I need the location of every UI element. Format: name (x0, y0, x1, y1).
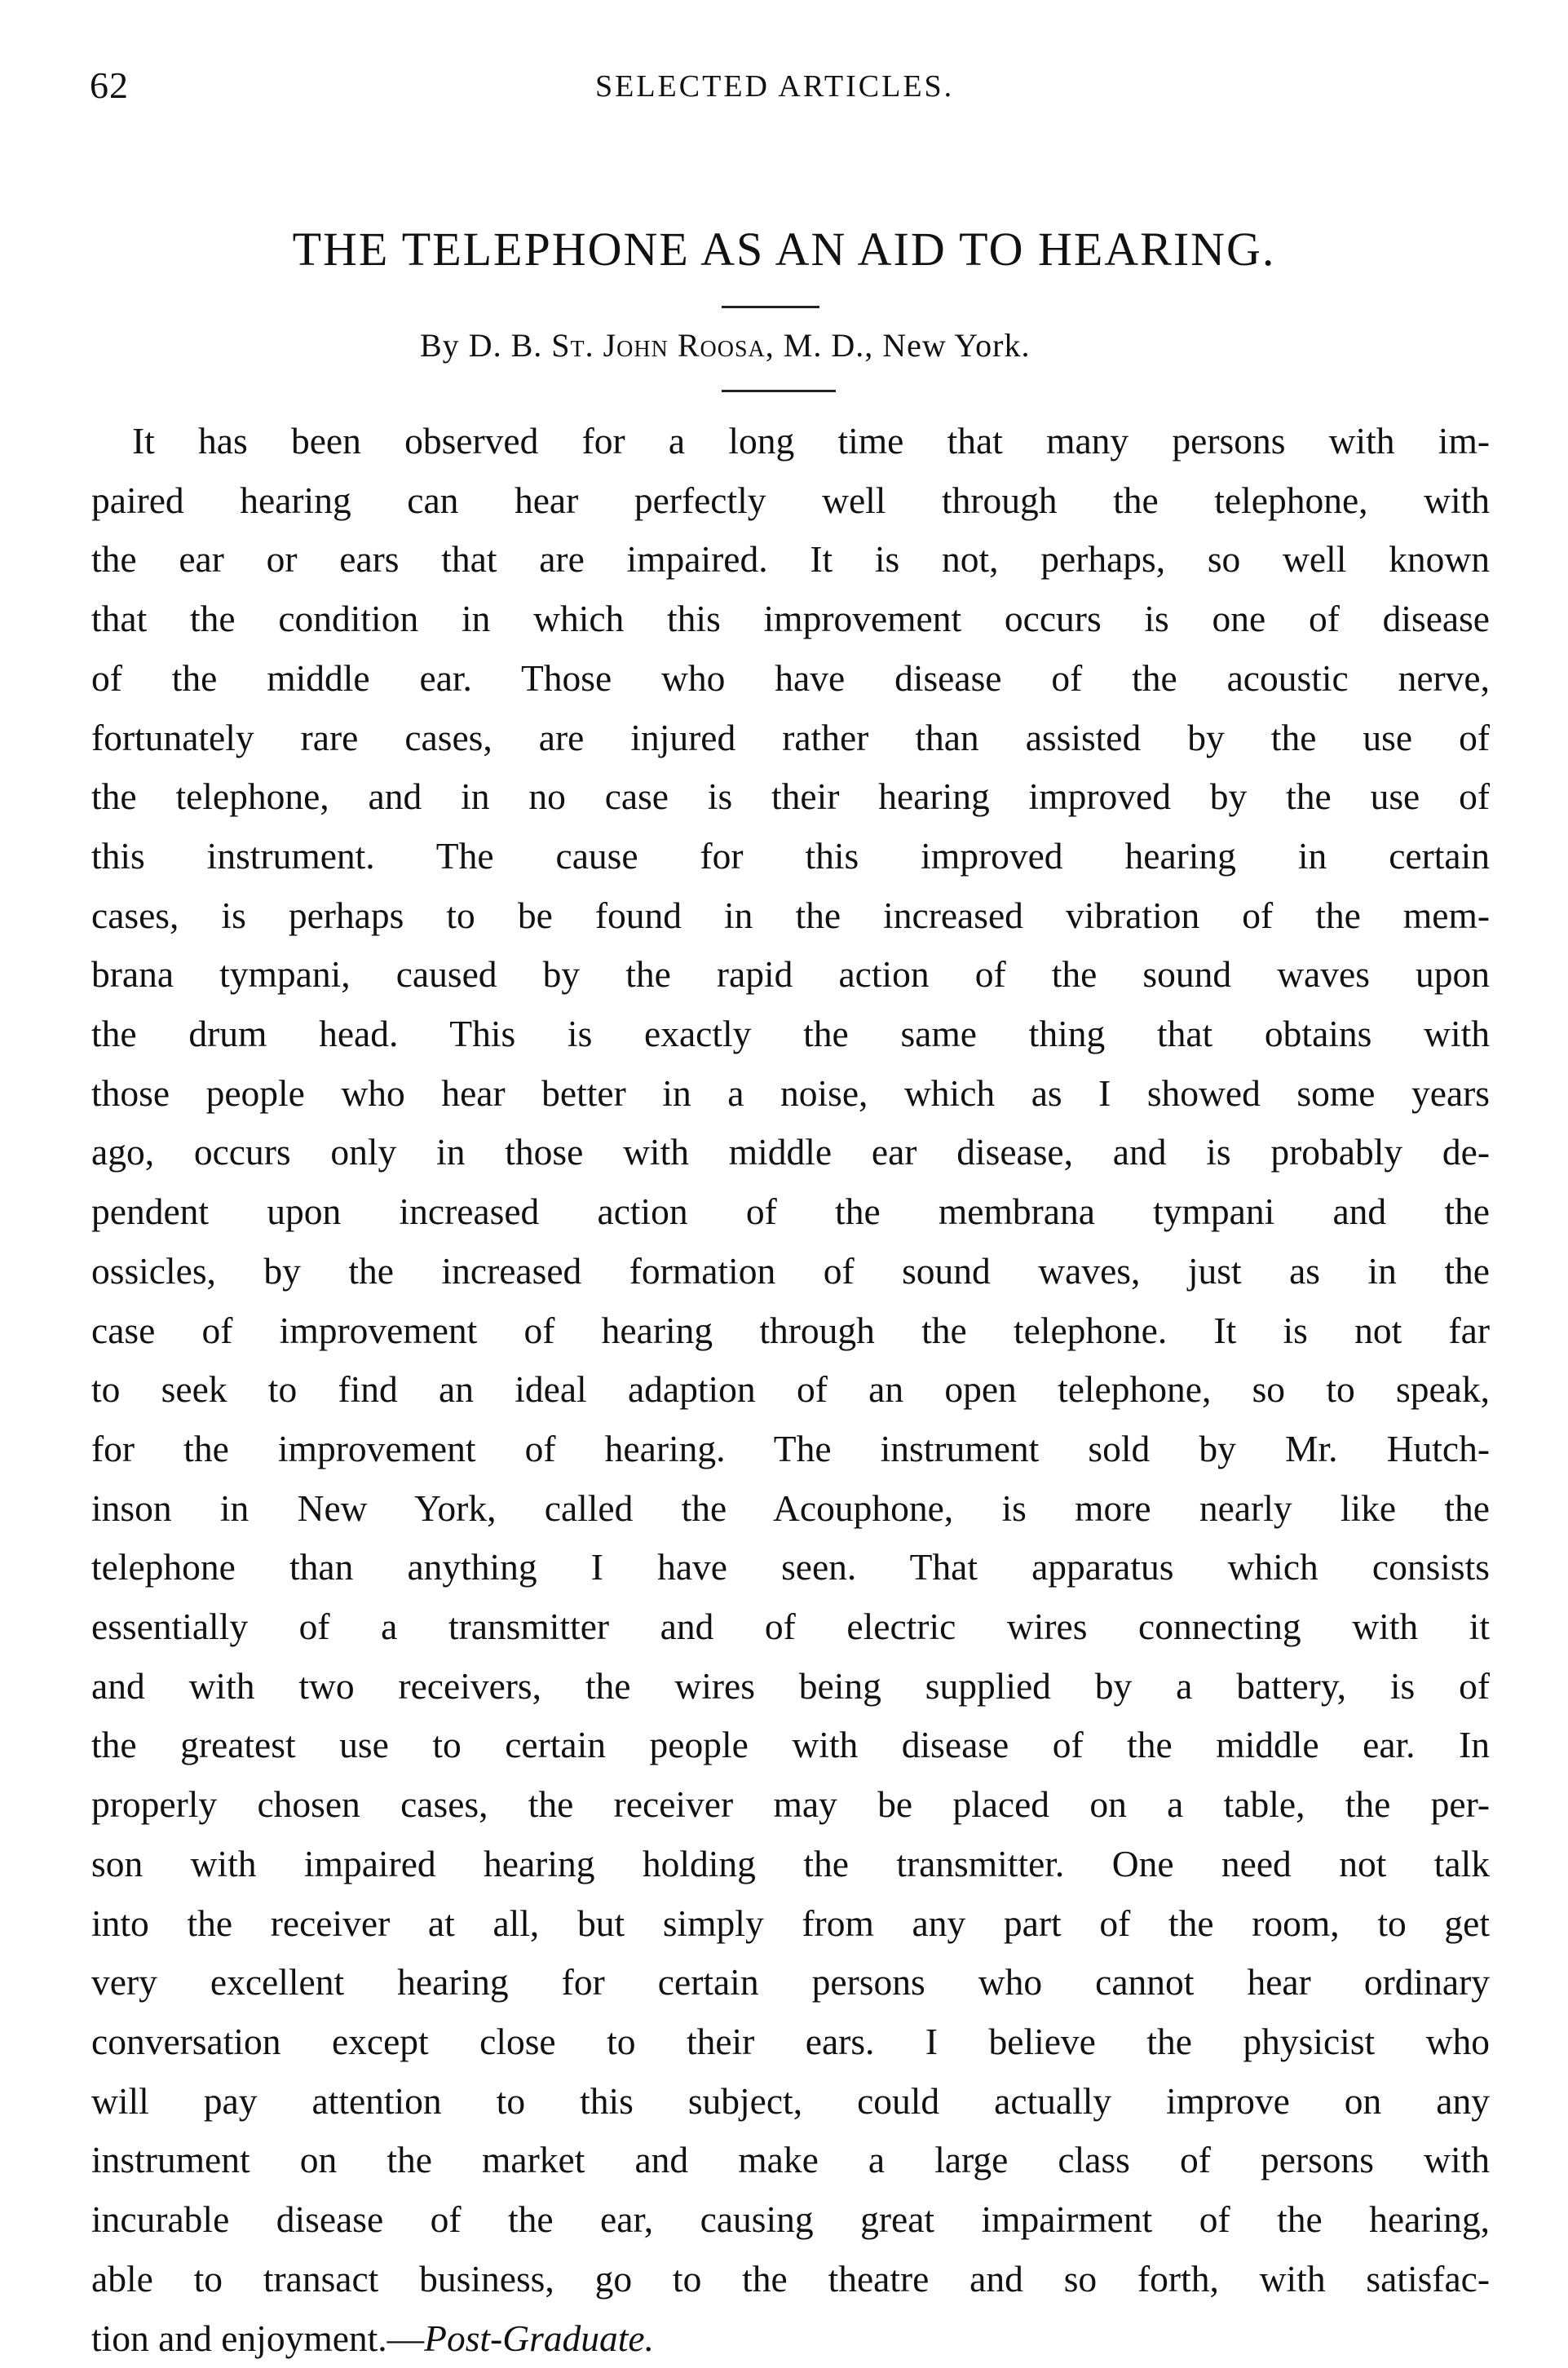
text-line: and with two receivers, the wires being supplied by a battery, is of (91, 1657, 1490, 1716)
text-line: to seek to find an ideal adaption of an open telephone, so to speak, (91, 1360, 1490, 1420)
text-line: instrument on the market and make a large class of persons with (91, 2131, 1490, 2190)
text-line: paired hearing can hear perfectly well through the telephone, with (91, 471, 1490, 531)
text-line: ossicles, by the increased formation of sound waves, just as in the (91, 1242, 1490, 1301)
byline-prefix: By D. B. (420, 327, 551, 364)
text-line: inson in New York, called the Acouphone, is more nearly like the (91, 1479, 1490, 1539)
text-line-last (91, 2309, 1490, 2368)
text-line: very excellent hearing for certain persons who cannot hear ordinary (91, 1953, 1490, 2012)
byline (420, 326, 1030, 364)
text-line: will pay attention to this subject, could actually improve on any (91, 2072, 1490, 2132)
text-line: conversation except close to their ears. I believe the physicist who (91, 2012, 1490, 2072)
text-line: pendent upon increased action of the membrana tympani and the (91, 1182, 1490, 1242)
text-line: It has been observed for a long time that many persons with im- (91, 412, 1490, 471)
text-line: properly chosen cases, the receiver may be placed on a table, the per- (91, 1775, 1490, 1835)
source-citation: Post-Graduate. (424, 2317, 654, 2359)
text-line: this instrument. The cause for this improved hearing in certain (91, 827, 1490, 886)
byline-divider (722, 390, 836, 392)
text-line: into the receiver at all, but simply from any part of the room, to get (91, 1894, 1490, 1954)
text-line: son with impaired hearing holding the transmitter. One need not talk (91, 1835, 1490, 1894)
text-line: the drum head. This is exactly the same thing that obtains with (91, 1005, 1490, 1064)
text-line: able to transact business, go to the theatre and so forth, with satisfac- (91, 2250, 1490, 2309)
article-title: THE TELEPHONE AS AN AID TO HEARING. (0, 222, 1568, 276)
text-line: the telephone, and in no case is their hearing improved by the use of (91, 767, 1490, 827)
text-line: that the condition in which this improvement occurs is one of disease (91, 590, 1490, 649)
byline-credentials: , M. D., New York. (766, 327, 1031, 364)
author-name: St. John Roosa (551, 327, 766, 364)
text-line: the greatest use to certain people with disease of the middle ear. In (91, 1716, 1490, 1775)
running-title: SELECTED ARTICLES. (595, 68, 954, 104)
running-head (90, 64, 1517, 113)
text-line: those people who hear better in a noise, which as I showed some years (91, 1064, 1490, 1124)
text-line: of the middle ear. Those who have disease of the acoustic nerve, (91, 649, 1490, 709)
text-line: for the improvement of hearing. The instrument sold by Mr. Hutch- (91, 1420, 1490, 1479)
closing-text: tion and enjoyment.— (91, 2317, 424, 2359)
text-line: brana tympani, caused by the rapid action of the sound waves upon (91, 945, 1490, 1005)
text-line: case of improvement of hearing through the telephone. It is not far (91, 1301, 1490, 1361)
page-number: 62 (90, 64, 129, 107)
text-line: essentially of a transmitter and of electric wires connecting with it (91, 1597, 1490, 1657)
text-line: cases, is perhaps to be found in the increased vibration of the mem- (91, 886, 1490, 946)
text-line: the ear or ears that are impaired. It is not, perhaps, so well known (91, 530, 1490, 590)
text-line: ago, occurs only in those with middle ear disease, and is probably de- (91, 1123, 1490, 1182)
article-body (91, 412, 1490, 2368)
text-line: incurable disease of the ear, causing great impairment of the hearing, (91, 2190, 1490, 2250)
title-divider (722, 306, 819, 308)
text-line: telephone than anything I have seen. That apparatus which consists (91, 1538, 1490, 1597)
text-line: fortunately rare cases, are injured rather than assisted by the use of (91, 709, 1490, 768)
